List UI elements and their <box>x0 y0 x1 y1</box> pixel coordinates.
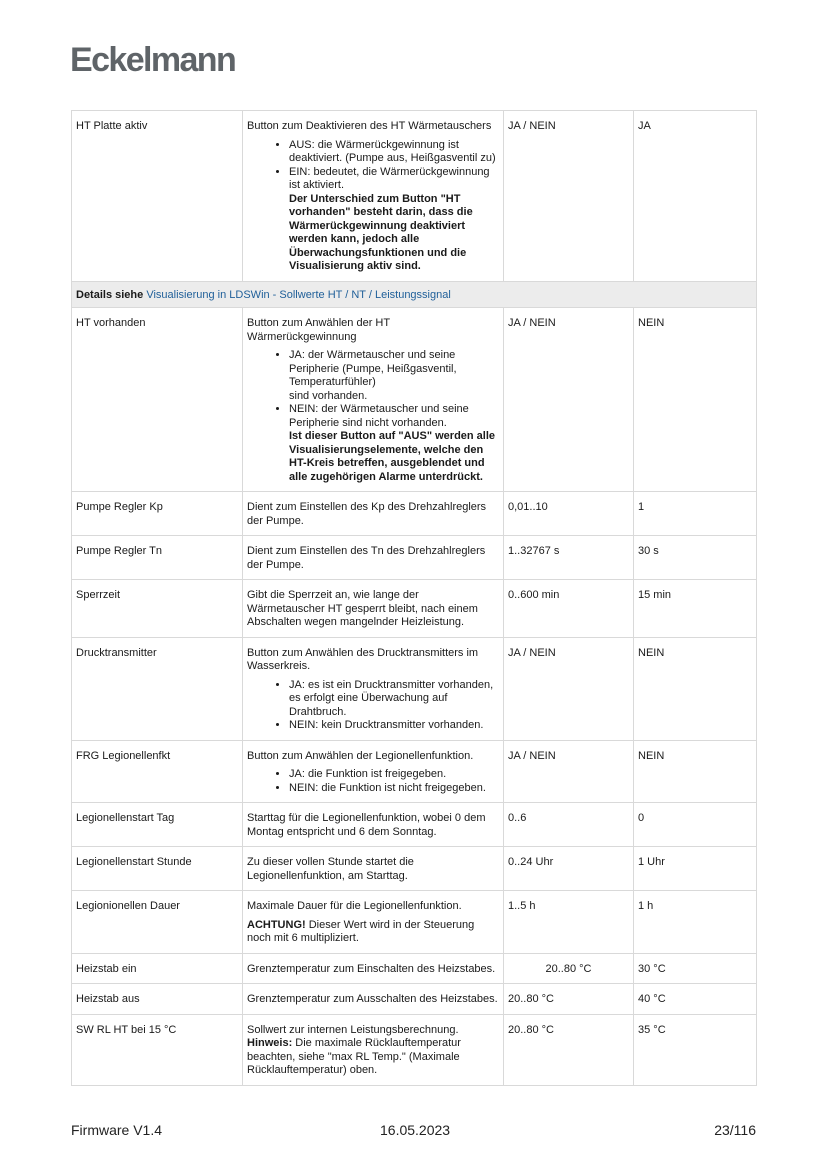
details-cell <box>72 281 757 308</box>
param-range: 1..32767 s <box>504 536 634 580</box>
hint-note <box>247 1037 499 1078</box>
details-link[interactable]: Visualisierung in LDSWin - Sollwerte HT / NT / Leistungssignal <box>146 288 451 301</box>
param-description: Gibt die Sperrzeit an, wie lange der Wärmetauscher HT gesperrt bleibt, nach einem Abschalten wegen mangelnder Heizleistung. <box>243 580 504 638</box>
param-default: 0 <box>634 803 757 847</box>
param-description: Zu dieser vollen Stunde startet die Legionellenfunktion, am Starttag. <box>243 847 504 891</box>
bullet-text: JA: der Wärmetauscher und seine Peripherie (Pumpe, Heißgasventil, Temperaturfühler) <box>289 349 457 388</box>
param-description <box>243 1014 504 1085</box>
eckelmann-logo: Eckelmann <box>70 41 236 79</box>
warning-label: ACHTUNG! <box>247 918 306 931</box>
description-text: Button zum Anwählen der Legionellenfunktion. <box>247 749 474 762</box>
param-range: JA / NEIN <box>504 111 634 282</box>
list-item: • NEIN: kein Drucktransmitter vorhanden. <box>289 719 499 733</box>
footer-firmware: Firmware V1.4 <box>71 1122 163 1138</box>
list-item: • JA: es ist ein Drucktransmitter vorhanden, es erfolgt eine Überwachung auf Drahtbruch. <box>289 679 499 720</box>
parameter-table <box>71 110 757 1086</box>
table-row-legionellenstart-tag <box>72 803 757 847</box>
param-description <box>243 891 504 954</box>
bold-note: Ist dieser Button auf "AUS" werden alle Visualisierungselemente, welche den HT-Kreis betreffen, ausgeblendet und alle zugehörigen Alarme unterdrückt. <box>289 430 496 483</box>
param-range: 0,01..10 <box>504 492 634 536</box>
description-text: Button zum Anwählen der HT Wärmerückgewinnung <box>247 317 390 343</box>
description-text: Button zum Anwählen des Drucktransmitters im Wasserkreis. <box>247 646 479 672</box>
description-text: Maximale Dauer für die Legionellenfunktion. <box>247 900 462 912</box>
footer-date: 16.05.2023 <box>380 1122 451 1138</box>
param-name: Pumpe Regler Tn <box>72 536 243 580</box>
list-item <box>289 403 499 484</box>
warning-text: Dieser Wert wird in der Steuerung noch mit 6 multipliziert. <box>247 918 475 944</box>
hint-text: Die maximale Rücklauftemperatur beachten, siehe "max RL Temp." (Maximale Rücklauftemperatur) oben. <box>247 1037 461 1076</box>
param-default: 35 °C <box>634 1014 757 1085</box>
param-range: JA / NEIN <box>504 637 634 740</box>
param-name: Drucktransmitter <box>72 637 243 740</box>
param-description: Starttag für die Legionellenfunktion, wobei 0 dem Montag entspricht und 6 dem Sonntag. <box>243 803 504 847</box>
table-row-legionellen-dauer <box>72 891 757 954</box>
param-description: Grenztemperatur zum Ausschalten des Heizstabes. <box>243 984 504 1015</box>
details-label: Details siehe <box>76 288 144 301</box>
table-row-pumpe-regler-kp <box>72 492 757 536</box>
table-row-drucktransmitter <box>72 637 757 740</box>
bullet-tail: sind vorhanden. <box>289 389 368 402</box>
param-default: 40 °C <box>634 984 757 1015</box>
param-range: 20..80 °C <box>504 1014 634 1085</box>
param-range: 0..24 Uhr <box>504 847 634 891</box>
bullet-list <box>247 679 499 733</box>
warning-note <box>247 919 499 946</box>
param-range: 1..5 h <box>504 891 634 954</box>
param-default: 30 s <box>634 536 757 580</box>
param-name: HT vorhanden <box>72 308 243 492</box>
param-name: Legionellenstart Stunde <box>72 847 243 891</box>
table-row-details <box>72 281 757 308</box>
bullet-list <box>247 139 499 274</box>
table-row-sw-rl-ht <box>72 1014 757 1085</box>
param-default: 30 °C <box>634 953 757 984</box>
bullet-text: NEIN: der Wärmetauscher und seine Peripherie sind nicht vorhanden. <box>289 403 469 429</box>
param-range: 20..80 °C <box>504 984 634 1015</box>
bullet-text: EIN: bedeutet, die Wärmerückgewinnung ist aktiviert. <box>289 165 490 191</box>
param-default: 1 h <box>634 891 757 954</box>
list-item: • NEIN: die Funktion ist nicht freigegeben. <box>289 782 499 796</box>
param-range: JA / NEIN <box>504 308 634 492</box>
param-description: Dient zum Einstellen des Kp des Drehzahlreglers der Pumpe. <box>243 492 504 536</box>
param-range: 0..600 min <box>504 580 634 638</box>
table-row-frg-legionellenfkt <box>72 740 757 803</box>
param-name: Sperrzeit <box>72 580 243 638</box>
table-row-ht-vorhanden <box>72 308 757 492</box>
param-default: 15 min <box>634 580 757 638</box>
param-name: Legionionellen Dauer <box>72 891 243 954</box>
param-description: Dient zum Einstellen des Tn des Drehzahlreglers der Pumpe. <box>243 536 504 580</box>
list-item <box>289 349 499 403</box>
param-name: Heizstab aus <box>72 984 243 1015</box>
table-row-heizstab-aus <box>72 984 757 1015</box>
table-row-sperrzeit <box>72 580 757 638</box>
bullet-list <box>247 349 499 484</box>
param-default: JA <box>634 111 757 282</box>
param-description <box>243 111 504 282</box>
param-default: 1 Uhr <box>634 847 757 891</box>
param-default: NEIN <box>634 637 757 740</box>
param-description <box>243 308 504 492</box>
param-name: SW RL HT bei 15 °C <box>72 1014 243 1085</box>
param-name: FRG Legionellenfkt <box>72 740 243 803</box>
footer-page-number: 23/116 <box>714 1122 756 1138</box>
param-name: HT Platte aktiv <box>72 111 243 282</box>
param-default: NEIN <box>634 308 757 492</box>
table-row-pumpe-regler-tn <box>72 536 757 580</box>
param-range: 20..80 °C <box>504 953 634 984</box>
param-default: NEIN <box>634 740 757 803</box>
list-item: • JA: die Funktion ist freigegeben. <box>289 768 499 782</box>
param-description: Grenztemperatur zum Einschalten des Heizstabes. <box>243 953 504 984</box>
hint-label: Hinweis: <box>247 1037 293 1049</box>
param-description <box>243 740 504 803</box>
param-name: Legionellenstart Tag <box>72 803 243 847</box>
table-row-heizstab-ein <box>72 953 757 984</box>
param-range: 0..6 <box>504 803 634 847</box>
table-row-ht-platte-aktiv <box>72 111 757 282</box>
list-item <box>289 166 499 274</box>
list-item: • AUS: die Wärmerückgewinnung ist deaktiviert. (Pumpe aus, Heißgasventil zu) <box>289 139 499 166</box>
table-row-legionellenstart-stunde <box>72 847 757 891</box>
bullet-list <box>247 768 499 795</box>
param-description <box>243 637 504 740</box>
param-range: JA / NEIN <box>504 740 634 803</box>
param-default: 1 <box>634 492 757 536</box>
description-text: Sollwert zur internen Leistungsberechnung. <box>247 1023 459 1036</box>
bold-note: Der Unterschied zum Button "HT vorhanden" besteht darin, dass die Wärmerückgewinnung deaktiviert werden kann, jedoch alle Überwachungsfunktionen und die Visualisierung aktiv sind. <box>289 192 473 272</box>
description-text: Button zum Deaktivieren des HT Wärmetauschers <box>247 120 492 132</box>
param-name: Heizstab ein <box>72 953 243 984</box>
param-name: Pumpe Regler Kp <box>72 492 243 536</box>
